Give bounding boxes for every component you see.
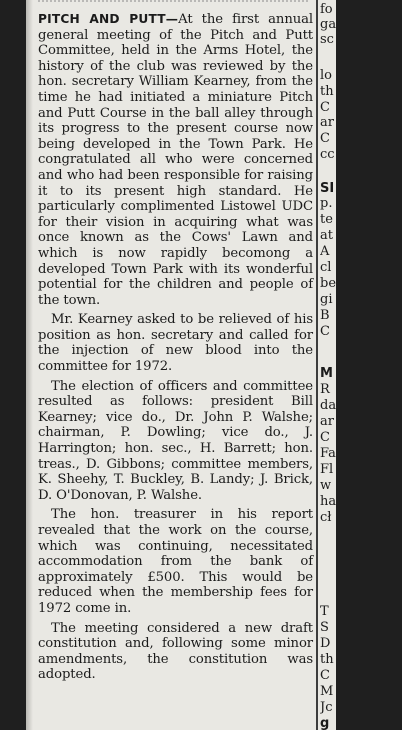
column-fragment: at xyxy=(320,228,333,243)
column-fragment: S xyxy=(320,620,329,635)
article-paragraph-2: Mr. Kearney asked to be relieved of his position as hon. secretary and called for the injection of new blood into the committee for 1972. xyxy=(38,312,313,375)
article-headline: PITCH AND PUTT— xyxy=(38,12,179,26)
column-fragment: C xyxy=(320,324,330,339)
column-fragment: R xyxy=(320,382,330,397)
article-paragraph-3: The election of officers and committee resulted as follows: president Bill Kearney; vice do., Dr. John P. Walshe; chairman, P. Dowling; vice do., J. Harrington; hon. sec., H. Barrett; hon. treas., D. Gibbons; committee members, K. Sheehy, T. Buckley, B. Landy; J. Brick, D. O'Donovan, P. Walshe. xyxy=(38,378,313,503)
column-fragment: C xyxy=(320,100,330,115)
article-paragraph-4: The hon. treasurer in his report revealed that the work on the course, which was continuing, necessitated accommodation from the bank of approximately £500. This would be reduced when the membership fees for 1972 come in. xyxy=(38,507,313,616)
column-fragment: te xyxy=(320,212,333,227)
column-fragment: cl xyxy=(320,260,332,275)
column-fragment: C xyxy=(320,131,330,146)
article-paragraph-1-text: At the first annual general meeting of the Pitch and Putt Committee, held in the Arms Hotel, the history of the club was reviewed by the hon. secretary William Kearney, from the time he had initiated a miniature Pitch and Putt Course in the ball alley through its progress to the present course now being developed in the Town Park. He congratulated all who were concerned and who had been responsible for raising it to its present high standard. He particularly complimented Listowel UDC for their vision in acquiring what was once known as the Cows' Lawn and which is now rapidly becomong a developed Town Park with its wonderful potential for the children and people of the town. xyxy=(38,12,313,308)
column-fragment: g xyxy=(320,716,330,730)
article-paragraph-5: The meeting considered a new draft constitution and, following some minor amendments, the constitution was adopted. xyxy=(38,620,313,683)
article-paragraph-1 xyxy=(38,12,313,308)
column-rule xyxy=(316,0,318,730)
column-fragment: Fl xyxy=(320,462,334,477)
page-gutter-shadow xyxy=(26,0,33,730)
column-fragment: B xyxy=(320,308,330,323)
column-fragment: w xyxy=(320,478,332,493)
column-fragment: cł xyxy=(320,510,332,525)
column-fragment: T xyxy=(320,604,329,619)
column-fragment: ar xyxy=(320,414,334,429)
column-fragment: D xyxy=(320,636,331,651)
column-fragment: Jc xyxy=(320,700,333,715)
column-fragment: sc xyxy=(320,32,334,47)
column-fragment: cc xyxy=(320,147,335,162)
column-fragment: M xyxy=(320,366,333,381)
column-fragment: C xyxy=(320,668,330,683)
column-fragment: ha xyxy=(320,494,336,509)
column-fragment: th xyxy=(320,652,334,667)
column-fragment: ga xyxy=(320,17,336,32)
news-article xyxy=(38,12,313,687)
column-fragment: fo xyxy=(320,2,333,17)
adjacent-column-fragments xyxy=(320,0,336,730)
column-fragment: C xyxy=(320,430,330,445)
column-fragment: A xyxy=(320,244,330,259)
column-fragment: th xyxy=(320,84,334,99)
column-fragment: p. xyxy=(320,196,333,211)
column-fragment: M xyxy=(320,684,334,699)
column-fragment: ar xyxy=(320,115,334,130)
column-fragment: Fa xyxy=(320,446,336,461)
clipping-top-edge xyxy=(38,0,308,8)
column-fragment: be xyxy=(320,276,336,291)
column-fragment: da xyxy=(320,398,336,413)
column-fragment: lo xyxy=(320,68,332,83)
column-fragment: SI xyxy=(320,181,335,196)
column-fragment: gi xyxy=(320,292,333,307)
